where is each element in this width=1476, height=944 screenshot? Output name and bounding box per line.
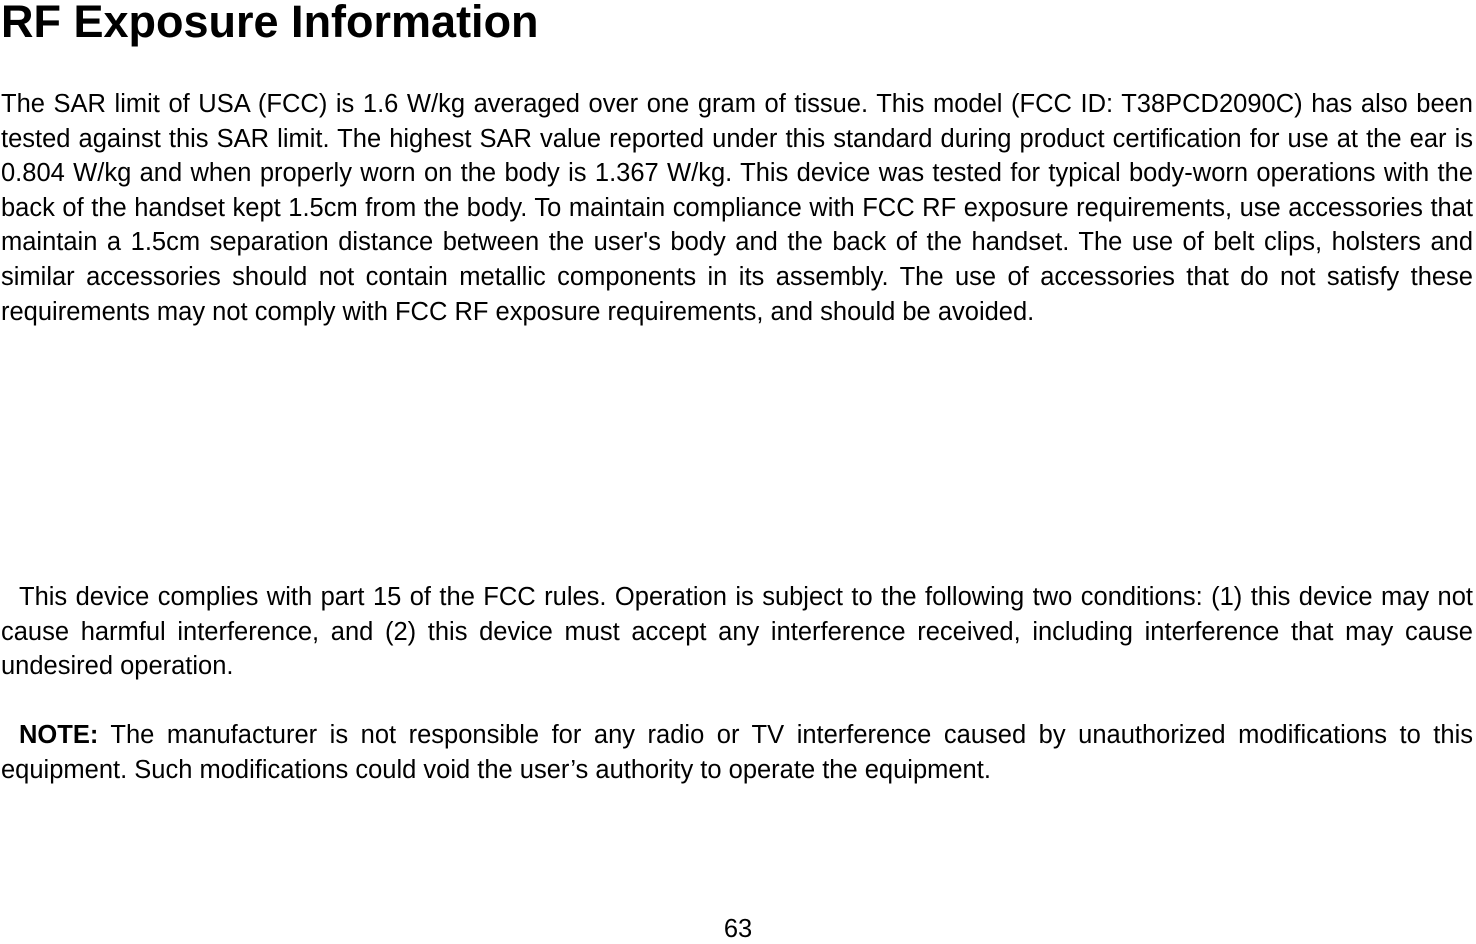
note-paragraph: [1, 718, 1473, 787]
page-title: RF Exposure Information: [1, 0, 539, 47]
note-text: The manufacturer is not responsible for any radio or TV interference caused by unauthorized modifications to this equipment. Such modifications could void the user’s authority to operate the equipment.: [1, 721, 1473, 784]
fcc-compliance-paragraph: This device complies with part 15 of the FCC rules. Operation is subject to the following two conditions: (1) this device may not cause harmful interference, and (2) this device must accept any interference received, including interference that may cause undesired operation.: [1, 583, 1473, 681]
page-number: 63: [723, 915, 753, 943]
note-label: NOTE:: [19, 721, 99, 749]
sar-paragraph: The SAR limit of USA (FCC) is 1.6 W/kg averaged over one gram of tissue. This model (FCC ID: T38PCD2090C) has also been tested against this SAR limit. The highest SAR value reported under this standard during product certification for use at the ear is 0.804 W/kg and when properly worn on the body is 1.367 W/kg. This device was tested for typical body-worn operations with the back of the handset kept 1.5cm from the body. To maintain compliance with FCC RF exposure requirements, use accessories that maintain a 1.5cm separation distance between the user's body and the back of the handset. The use of belt clips, holsters and similar accessories should not contain metallic components in its assembly. The use of accessories that do not satisfy these requirements may not comply with FCC RF exposure requirements, and should be avoided.: [1, 90, 1473, 326]
